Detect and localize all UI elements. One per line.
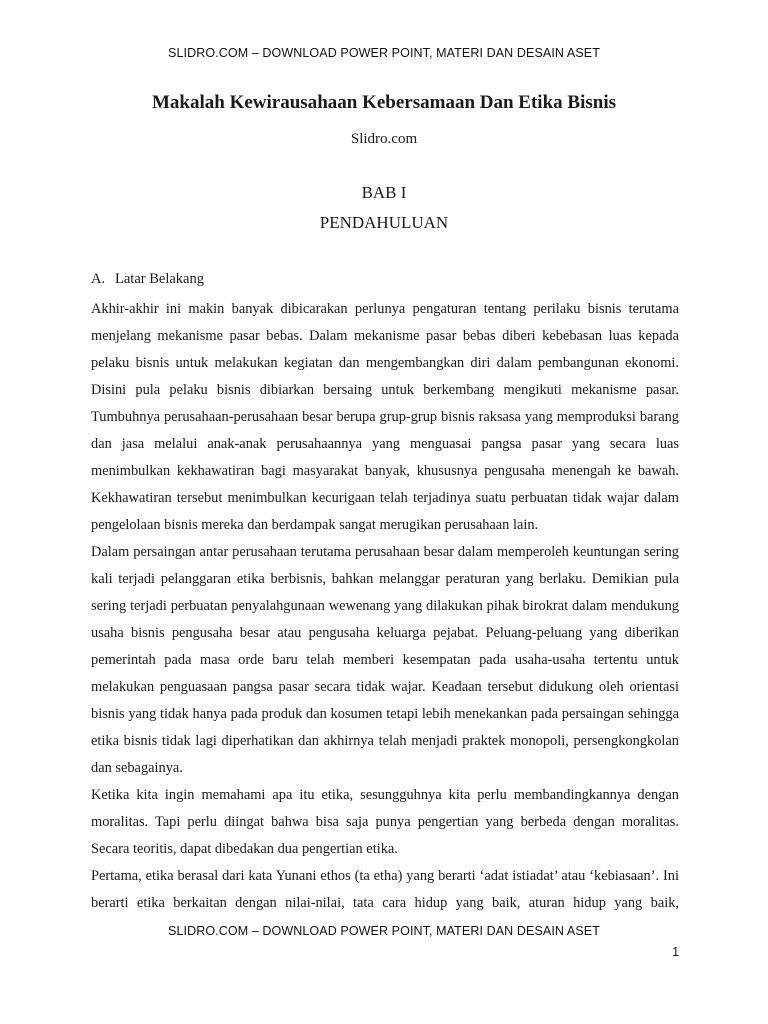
section-title: Latar Belakang — [115, 271, 204, 287]
document-author: Slidro.com — [350, 131, 418, 147]
page-number: 1 — [672, 944, 680, 959]
page-header: SLIDRO.COM – DOWNLOAD POWER POINT, MATERI DAN DESAIN ASET — [168, 46, 600, 60]
chapter-title: PENDAHULUAN — [319, 213, 449, 232]
document-title: Makalah Kewirausahaan Kebersamaan Dan Etika Bisnis — [152, 92, 616, 113]
paragraph: Ketika kita ingin memahami apa itu etika, sesungguhnya kita perlu membandingkannya dengan moralitas. Tapi perlu diingat bahwa bisa saja punya pengertian yang berbeda dengan moralitas. Secara teoritis, dapat dibedakan dua pengertian etika. — [91, 787, 679, 857]
section-heading — [91, 271, 204, 288]
paragraph: Dalam persaingan antar perusahaan terutama perusahaan besar dalam memperoleh keuntungan sering kali terjadi pelanggaran etika berbisnis, bahkan melanggar peraturan yang berlaku. Demikian pula sering terjadi perbuatan penyalahgunaan wewenang yang dilakukan pihak birokrat dalam mendukung usaha bisnis pengusaha besar atau pengusaha keluarga pejabat. Peluang-peluang yang diberikan pemerintah pada masa orde baru telah memberi kesempatan pada usaha-usaha tertentu untuk melakukan penguasaan pangsa pasar secara tidak wajar. Keadaan tersebut didukung oleh orientasi bisnis yang tidak hanya pada produk dan kosumen tetapi lebih menekankan pada persaingan sehingga etika bisnis tidak lagi diperhatikan dan akhirnya telah menjadi praktek monopoli, persengkongkolan dan sebagainya. — [91, 544, 679, 776]
paragraph: Akhir-akhir ini makin banyak dibicarakan perlunya pengaturan tentang perilaku bisnis terutama menjelang mekanisme pasar bebas. Dalam mekanisme pasar bebas diberi kebebasan luas kepada pelaku bisnis untuk melakukan kegiatan dan mengembangkan diri dalam pembangunan ekonomi. Disini pula pelaku bisnis dibiarkan bersaing untuk berkembang mengikuti mekanisme pasar. Tumbuhnya perusahaan-perusahaan besar berupa grup-grup bisnis raksasa yang memproduksi barang dan jasa melalui anak-anak perusahaannya yang menguasai pangsa pasar yang secara luas menimbulkan kekhawatiran bagi masyarakat banyak, khususnya pengusaha menengah ke bawah. Kekhawatiran tersebut menimbulkan kecurigaan telah terjadinya suatu perbuatan tidak wajar dalam pengelolaan bisnis mereka dan berdampak sangat merugikan perusahaan lain. — [91, 301, 679, 533]
page-footer: SLIDRO.COM – DOWNLOAD POWER POINT, MATERI DAN DESAIN ASET — [168, 924, 600, 938]
body-text — [91, 296, 679, 917]
section-letter: A. — [91, 271, 106, 287]
chapter-number: BAB I — [361, 183, 407, 202]
paragraph: Pertama, etika berasal dari kata Yunani ethos (ta etha) yang berarti ‘adat istiadat’ atau ‘kebiasaan’. Ini berarti etika berkaitan dengan nilai-nilai, tata cara hidup yang baik, aturan hidup yang baik, — [91, 868, 679, 911]
